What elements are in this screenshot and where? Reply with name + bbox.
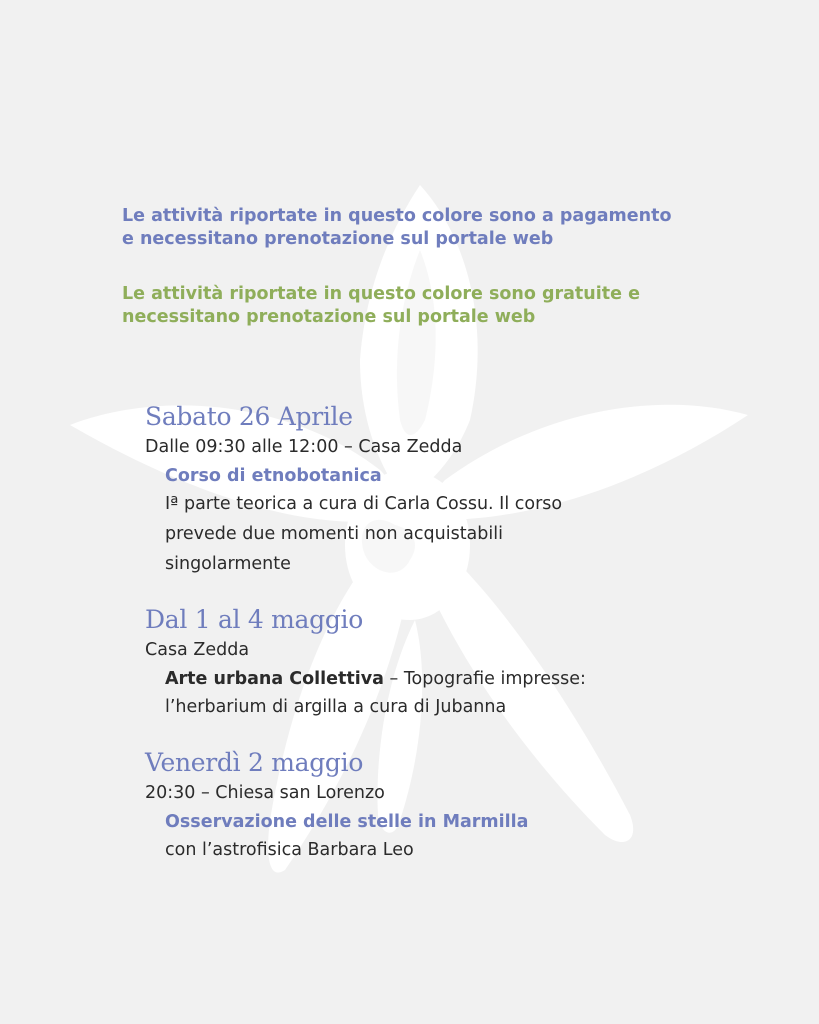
legend-paid-text: Le attività riportate in questo colore sono a pagamento e necessitano prenotazione sul portale web xyxy=(122,206,672,249)
event-title: Corso di etnobotanica xyxy=(165,466,382,486)
legend-free xyxy=(122,283,640,329)
event-date: Sabato 26 Aprile xyxy=(145,402,353,431)
event-arte-urbana xyxy=(145,605,586,722)
legend-free-text: Le attività riportate in questo colore sono gratuite e necessitano prenotazione sul portale web xyxy=(122,284,640,327)
event-title-line xyxy=(165,666,586,692)
event-description: con l’astrofisica Barbara Leo xyxy=(165,840,414,860)
legend-paid xyxy=(122,205,671,251)
event-title: Arte urbana Collettiva xyxy=(165,669,384,689)
event-date: Dal 1 al 4 maggio xyxy=(145,605,364,634)
event-etnobotanica xyxy=(145,402,562,579)
event-description: Iª parte teorica a cura di Carla Cossu. Il corso prevede due momenti non acquistabili singolarmente xyxy=(165,494,563,574)
event-title-suffix: – Topografie impresse: xyxy=(383,669,586,689)
event-osservazione-stelle xyxy=(145,748,528,865)
event-title: Osservazione delle stelle in Marmilla xyxy=(165,812,529,832)
event-description: l’herbarium di argilla a cura di Jubanna xyxy=(165,697,507,717)
event-date: Venerdì 2 maggio xyxy=(145,748,364,777)
event-time-place: Dalle 09:30 alle 12:00 – Casa Zedda xyxy=(145,437,463,457)
event-place: Casa Zedda xyxy=(145,640,250,660)
event-time-place: 20:30 – Chiesa san Lorenzo xyxy=(145,783,385,803)
